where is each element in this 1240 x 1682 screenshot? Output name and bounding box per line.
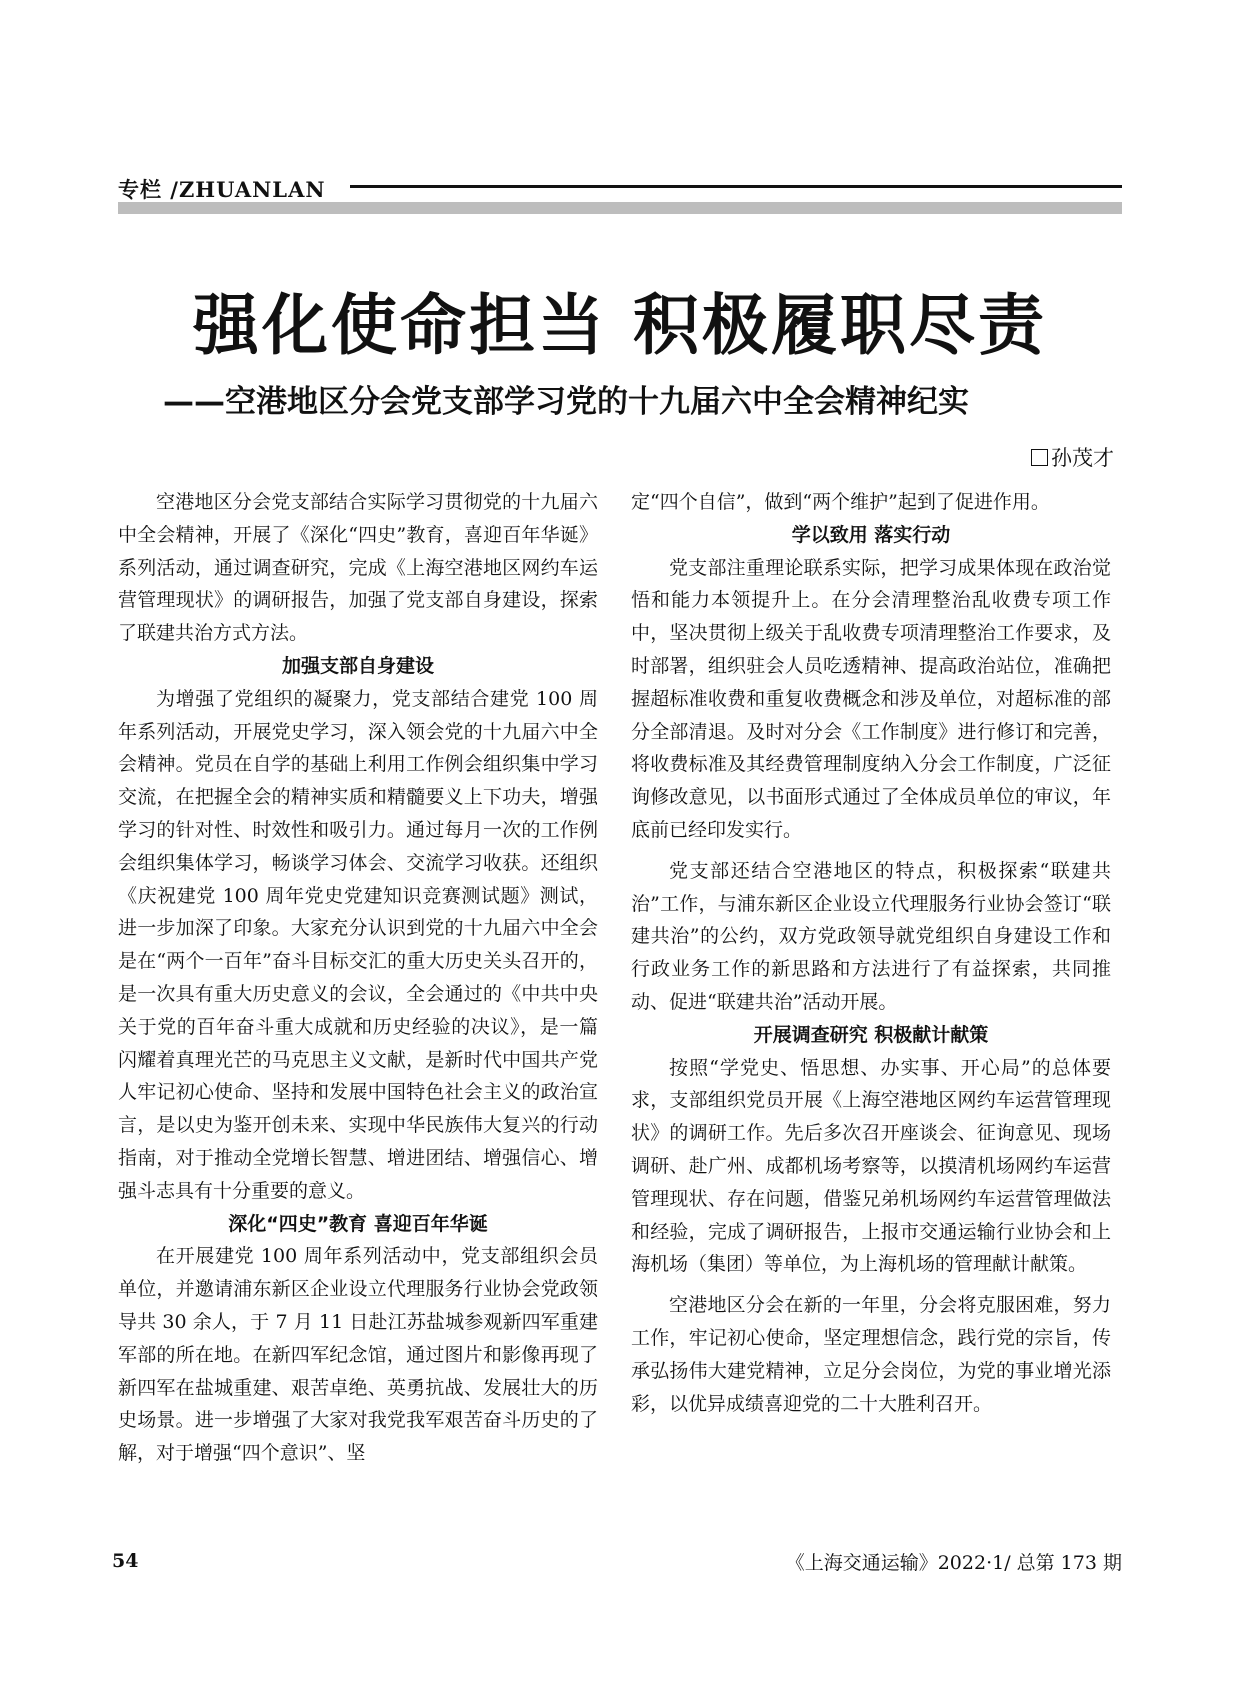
- section-heading: 开展调查研究 积极献计献策: [753, 1023, 989, 1046]
- page-number: 54: [112, 1550, 139, 1572]
- intro-paragraph: 空港地区分会党支部结合实际学习贯彻党的十九届六中全会精神，开展了《深化“四史”教育，喜迎百年华诞》系列活动，通过调查研究，完成《上海空港地区网约车运营管理现状》的调研报告，加强了党支部自身建设，探索了联建共治方式方法。: [118, 491, 598, 645]
- right-column: [631, 486, 1111, 1420]
- body-paragraph: 按照“学党史、悟思想、办实事、开心局”的总体要求，支部组织党员开展《上海空港地区网约车运营管理现状》的调研工作。先后多次召开座谈会、征询意见、现场调研、赴广州、成都机场考察等，以摸清机场网约车运营管理现状、存在问题，借鉴兄弟机场网约车运营管理做法和经验，完成了调研报告，上报市交通运输行业协会和上海机场（集团）等单位，为上海机场的管理献计献策。: [631, 1056, 1111, 1276]
- author-name: 孙茂才: [1051, 446, 1114, 470]
- body-paragraph: 为增强了党组织的凝聚力，党支部结合建党 100 周年系列活动，开展党史学习，深入领会党的十九届六中全会精神。党员在自学的基础上利用工作例会组织集中学习交流，在把握全会的精神实质和精髓要义上下功夫，增强学习的针对性、时效性和吸引力。通过每月一次的工作例会组织集体学习，畅谈学习体会、交流学习收获。还组织《庆祝建党 100 周年党史党建知识竞赛测试题》测试，进一步加深了印象。大家充分认识到党的十九届六中全会是在“两个一百年”奋斗目标交汇的重大历史关头召开的，是一次具有重大历史意义的会议，全会通过的《中共中央关于党的百年奋斗重大成就和历史经验的决议》，是一篇闪耀着真理光芒的马克思主义文献，是新时代中国共产党人牢记初心使命、坚持和发展中国特色社会主义的政治宣言，是以史为鉴开创未来、实现中华民族伟大复兴的行动指南，对于推动全党增长智慧、增进团结、增强信心、增强斗志具有十分重要的意义。: [118, 687, 598, 1202]
- header-rule: [350, 185, 1122, 188]
- publication-info: 《上海交通运输》2022·1/ 总第 173 期: [785, 1552, 1122, 1574]
- closing-paragraph: 空港地区分会在新的一年里，分会将克服困难，努力工作，牢记初心使命，坚定理想信念，践行党的宗旨，传承弘扬伟大建党精神，立足分会岗位，为党的事业增光添彩，以优异成绩喜迎党的二十大胜利召开。: [631, 1294, 1111, 1415]
- byline: [1031, 442, 1114, 472]
- column-header: [118, 170, 1122, 210]
- article-subtitle: ——空港地区分会党支部学习党的十九届六中全会精神纪实: [163, 384, 969, 420]
- column-label: 专栏 /ZHUANLAN: [118, 177, 326, 202]
- byline-box-icon: [1031, 449, 1048, 466]
- article-title: 强化使命担当 积极履职尽责: [193, 286, 1047, 364]
- section-heading: 加强支部自身建设: [281, 654, 434, 677]
- body-paragraph: 在开展建党 100 周年系列活动中，党支部组织会员单位，并邀请浦东新区企业设立代理服务行业协会党政领导共 30 余人，于 7 月 11 日赴江苏盐城参观新四军重建军部的所在地。在新四军纪念馆，通过图片和影像再现了新四军在盐城重建、艰苦卓绝、英勇抗战、发展壮大的历史场景。进一步增强了大家对我党我军艰苦奋斗历史的了解，对于增强“四个意识”、坚: [118, 1245, 598, 1465]
- section-heading: 学以致用 落实行动: [791, 523, 951, 546]
- body-paragraph: 党支部还结合空港地区的特点，积极探索“联建共治”工作，与浦东新区企业设立代理服务行业协会签订“联建共治”的公约，双方党政领导就党组织自身建设工作和行政业务工作的新思路和方法进行了有益探索，共同推动、促进“联建共治”活动开展。: [631, 859, 1111, 1013]
- section-heading: 深化“四史”教育 喜迎百年华诞: [228, 1212, 488, 1235]
- header-band: [118, 202, 1122, 214]
- left-column: [118, 486, 598, 1470]
- body-paragraph: 党支部注重理论联系实际，把学习成果体现在政治觉悟和能力本领提升上。在分会清理整治乱收费专项工作中，坚决贯彻上级关于乱收费专项清理整治工作要求，及时部署，组织驻会人员吃透精神、提高政治站位，准确把握超标准收费和重复收费概念和涉及单位，对超标准的部分全部清退。及时对分会《工作制度》进行修订和完善，将收费标准及其经费管理制度纳入分会工作制度，广泛征询修改意见，以书面形式通过了全体成员单位的审议，年底前已经印发实行。: [631, 556, 1111, 841]
- continued-paragraph: 定“四个自信”，做到“两个维护”起到了促进作用。: [631, 491, 1050, 513]
